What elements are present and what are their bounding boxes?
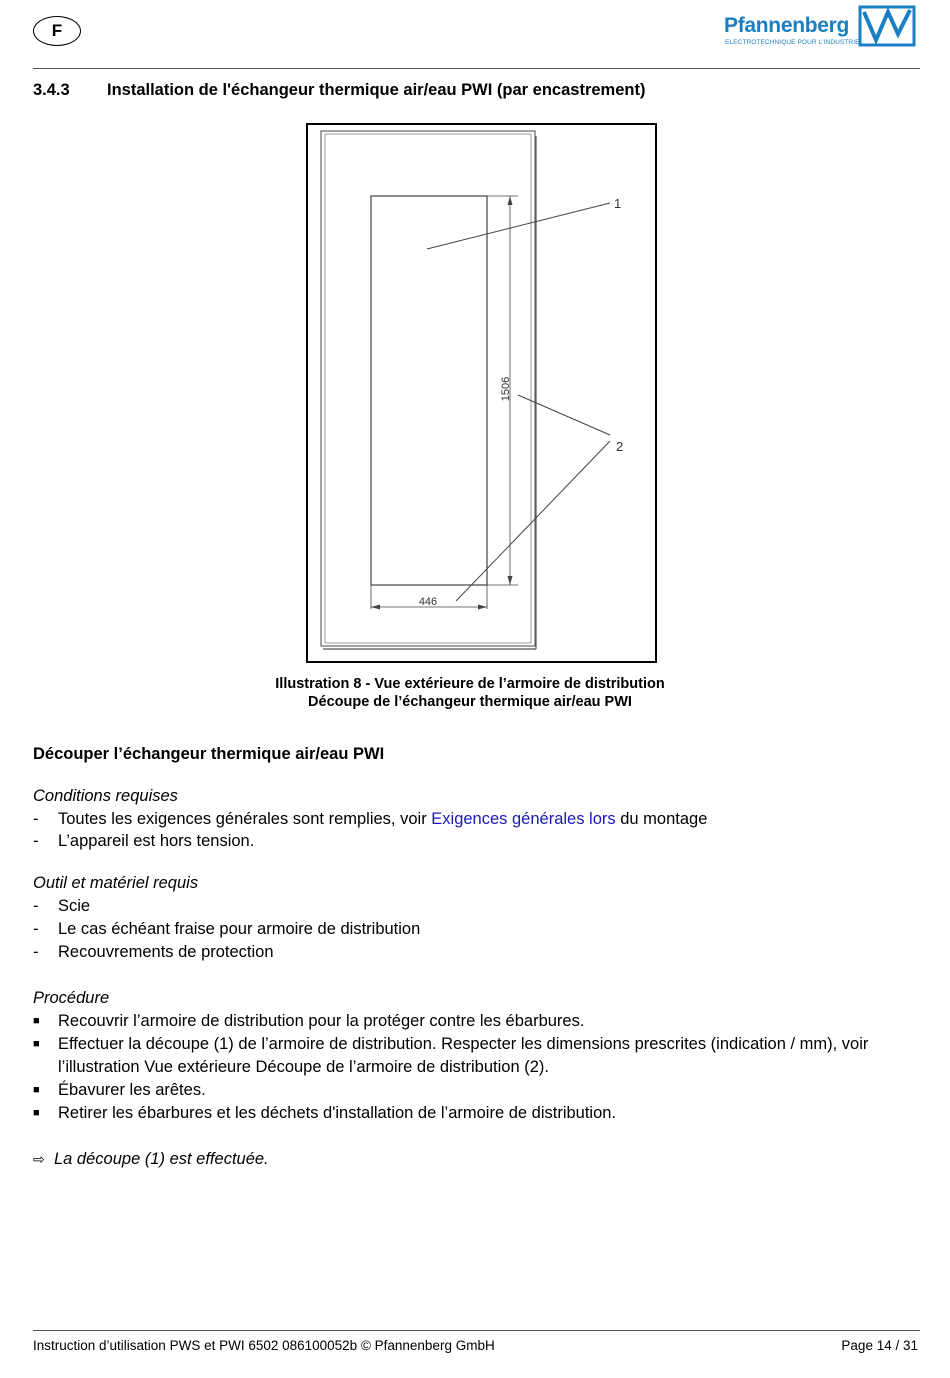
language-badge: F [33,16,81,46]
square-bullet-icon: ■ [33,1084,40,1096]
tool-item-1 [33,897,90,916]
header-rule [33,68,920,69]
section-heading [33,81,645,100]
procedure-step-3 [33,1081,206,1100]
dash-marker: - [33,810,39,828]
condition-item-1-text: Toutes les exigences générales sont remplies, voir [58,810,432,828]
height-dimension-label: 1506 [500,376,512,402]
condition-item-2-text: L’appareil est hors tension. [58,832,255,850]
procedure-step-4-text: Retirer les ébarbures et les déchets d'installation de l’armoire de distribution. [58,1104,617,1122]
logo-tagline: ELECTROTECHNIQUE POUR L'INDUSTRIE [725,39,860,46]
procedure-title: Procédure [33,989,110,1007]
dash-marker: - [33,832,39,850]
general-requirements-link[interactable]: Exigences générales lors [431,810,616,828]
footer-page-number: Page 14 / 31 [841,1338,918,1353]
procedure-step-2 [33,1035,868,1054]
procedure-step-4 [33,1104,616,1123]
figure-caption-line1: Illustration 8 - Vue extérieure de l’armoire de distribution [275,676,665,692]
section-number: 3.4.3 [33,81,70,99]
section-title: Installation de l'échangeur thermique air/eau PWI (par encastrement) [107,81,646,99]
procedure-step-2-text: Effectuer la découpe (1) de l’armoire de distribution. Respecter les dimensions prescrites (indication / mm), voir [58,1035,869,1053]
procedure-step-1 [33,1012,584,1031]
procedure-result [33,1150,269,1169]
cabinet-cutout-drawing [306,123,658,665]
condition-item-2 [33,832,254,851]
condition-item-1 [33,810,707,829]
dash-marker: - [33,920,39,938]
footer-rule [33,1330,920,1331]
tool-item-3-text: Recouvrements de protection [58,943,274,961]
square-bullet-icon: ■ [33,1038,40,1050]
procedure-step-3-text: Ébavurer les arêtes. [58,1081,206,1099]
figure-caption-line2: Découpe de l’échangeur thermique air/eau PWI [308,694,632,710]
tool-item-1-text: Scie [58,897,91,915]
pfannenberg-logo [722,4,918,48]
tool-item-3 [33,943,274,962]
logo-name: Pfannenberg [724,14,850,37]
logo-mark-icon [858,4,916,48]
procedure-step-1-text: Recouvrir l’armoire de distribution pour la protéger contre les ébarbures. [58,1012,585,1030]
square-bullet-icon: ■ [33,1015,40,1027]
width-dimension-label: 446 [418,596,438,608]
condition-item-1-tail: du montage [615,810,708,828]
footer-document-info: Instruction d’utilisation PWS et PWI 6502 086100052b © Pfannenberg GmbH [33,1338,495,1353]
square-bullet-icon: ■ [33,1107,40,1119]
callout-1: 1 [614,196,622,211]
conditions-title: Conditions requises [33,787,178,805]
procedure-heading: Découper l’échangeur thermique air/eau PWI [33,745,385,763]
result-arrow-icon: ⇨ [33,1151,45,1167]
tool-item-2 [33,920,420,939]
tools-title: Outil et matériel requis [33,874,199,892]
dash-marker: - [33,943,39,961]
procedure-step-2-continued: l’illustration Vue extérieure Découpe de l’armoire de distribution (2). [58,1058,549,1076]
tool-item-2-text: Le cas échéant fraise pour armoire de distribution [58,920,421,938]
callout-2: 2 [616,439,624,454]
dash-marker: - [33,897,39,915]
procedure-result-text: La découpe (1) est effectuée. [54,1150,269,1168]
